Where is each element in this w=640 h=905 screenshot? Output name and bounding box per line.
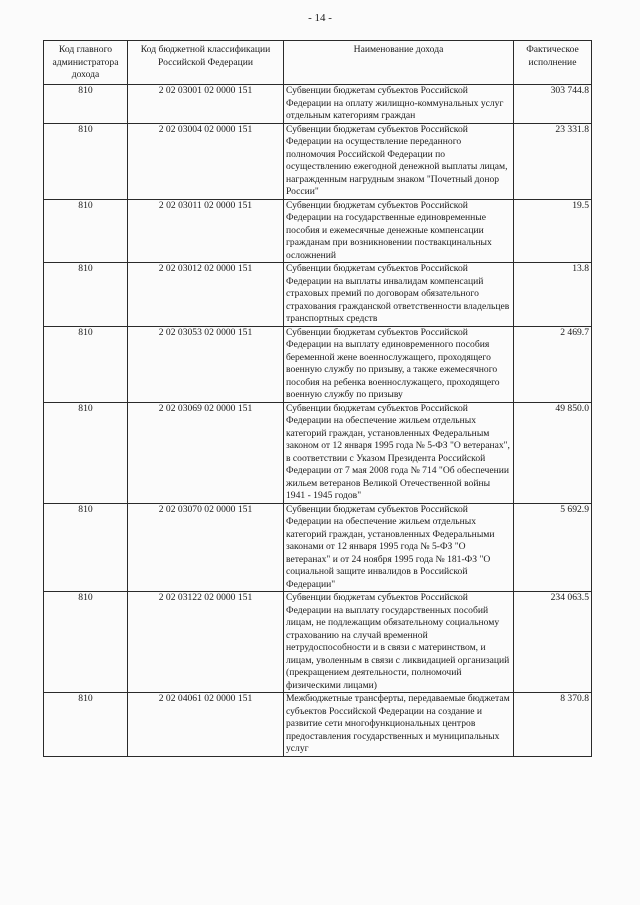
revenue-name-cell: Субвенции бюджетам субъектов Российской Федерации на выплату единовременного пособия беременной жене военнослужащего, проходящего военную службу по призыву, а также ежемесячного пособия на ребенка военнослужащего, проходящего военную службу по призыву (284, 326, 514, 402)
header-admin-code: Код главного администратора дохода (44, 41, 128, 85)
revenue-name-cell: Субвенции бюджетам субъектов Российской Федерации на оплату жилищно-коммунальных услуг отдельным категориям граждан (284, 85, 514, 124)
amount-cell: 5 692.9 (514, 503, 592, 592)
table-row (44, 85, 592, 124)
budget-code-cell: 2 02 03001 02 0000 151 (128, 85, 284, 124)
table-row (44, 693, 592, 757)
amount-cell: 2 469.7 (514, 326, 592, 402)
revenue-name-cell: Субвенции бюджетам субъектов Российской Федерации на осуществление переданного полномочия Российской Федерации по осуществлению ежегодной денежной выплаты лицам, награжденным нагрудным знаком "Почетный донор России" (284, 123, 514, 199)
revenue-table (43, 40, 592, 757)
revenue-name-cell: Субвенции бюджетам субъектов Российской Федерации на выплату государственных пособий лицам, не подлежащим обязательному социальному страхованию на случай временной нетрудоспособности и в связи с материнством, и лицам, уволенным в связи с ликвидацией организаций (прекращением деятельности, полномочий физическими лицами) (284, 592, 514, 693)
page-number: - 14 - (308, 12, 332, 24)
admin-code-cell: 810 (44, 503, 128, 592)
budget-code-cell: 2 02 03053 02 0000 151 (128, 326, 284, 402)
amount-cell: 49 850.0 (514, 402, 592, 503)
revenue-name-cell: Субвенции бюджетам субъектов Российской Федерации на выплаты инвалидам компенсаций страховых премий по договорам обязательного страхования гражданской ответственности владельцев транспортных средств (284, 263, 514, 327)
revenue-name-cell: Межбюджетные трансферты, передаваемые бюджетам субъектов Российской Федерации на создание и развитие сети многофункциональных центров предоставления государственных и муниципальных услуг (284, 693, 514, 757)
table-row (44, 503, 592, 592)
revenue-name-cell: Субвенции бюджетам субъектов Российской Федерации на обеспечение жильем отдельных категорий граждан, установленных Федеральными законами от 12 января 1995 года № 5-ФЗ "О ветеранах" и от 24 ноября 1995 года № 181-ФЗ "О социальной защите инвалидов в Российской Федерации" (284, 503, 514, 592)
budget-code-cell: 2 02 03122 02 0000 151 (128, 592, 284, 693)
revenue-name-cell: Субвенции бюджетам субъектов Российской Федерации на государственные единовременные пособия и ежемесячные денежные компенсации гражданам при возникновении поствакцинальных осложнений (284, 199, 514, 263)
admin-code-cell: 810 (44, 592, 128, 693)
budget-code-cell: 2 02 03070 02 0000 151 (128, 503, 284, 592)
admin-code-cell: 810 (44, 123, 128, 199)
table-row (44, 402, 592, 503)
admin-code-cell: 810 (44, 263, 128, 327)
amount-cell: 19.5 (514, 199, 592, 263)
header-revenue-name: Наименование дохода (284, 41, 514, 85)
admin-code-cell: 810 (44, 326, 128, 402)
header-actual-amount: Фактическое исполнение (514, 41, 592, 85)
table-row (44, 263, 592, 327)
amount-cell: 303 744.8 (514, 85, 592, 124)
table-row (44, 123, 592, 199)
admin-code-cell: 810 (44, 693, 128, 757)
amount-cell: 8 370.8 (514, 693, 592, 757)
admin-code-cell: 810 (44, 199, 128, 263)
table-header-row (44, 41, 592, 85)
budget-code-cell: 2 02 03011 02 0000 151 (128, 199, 284, 263)
budget-code-cell: 2 02 03004 02 0000 151 (128, 123, 284, 199)
amount-cell: 13.8 (514, 263, 592, 327)
header-budget-code: Код бюджетной классификации Российской Федерации (128, 41, 284, 85)
revenue-name-cell: Субвенции бюджетам субъектов Российской Федерации на обеспечение жильем отдельных категорий граждан, установленных Федеральным законом от 12 января 1995 года № 5-ФЗ "О ветеранах", в соответствии с Указом Президента Российской Федерации от 7 мая 2008 года № 714 "Об обеспечении жильем ветеранов Великой Отечественной войны 1941 - 1945 годов" (284, 402, 514, 503)
budget-code-cell: 2 02 03012 02 0000 151 (128, 263, 284, 327)
table-row (44, 326, 592, 402)
admin-code-cell: 810 (44, 402, 128, 503)
budget-code-cell: 2 02 03069 02 0000 151 (128, 402, 284, 503)
table-row (44, 592, 592, 693)
admin-code-cell: 810 (44, 85, 128, 124)
table-row (44, 199, 592, 263)
amount-cell: 234 063.5 (514, 592, 592, 693)
budget-code-cell: 2 02 04061 02 0000 151 (128, 693, 284, 757)
amount-cell: 23 331.8 (514, 123, 592, 199)
